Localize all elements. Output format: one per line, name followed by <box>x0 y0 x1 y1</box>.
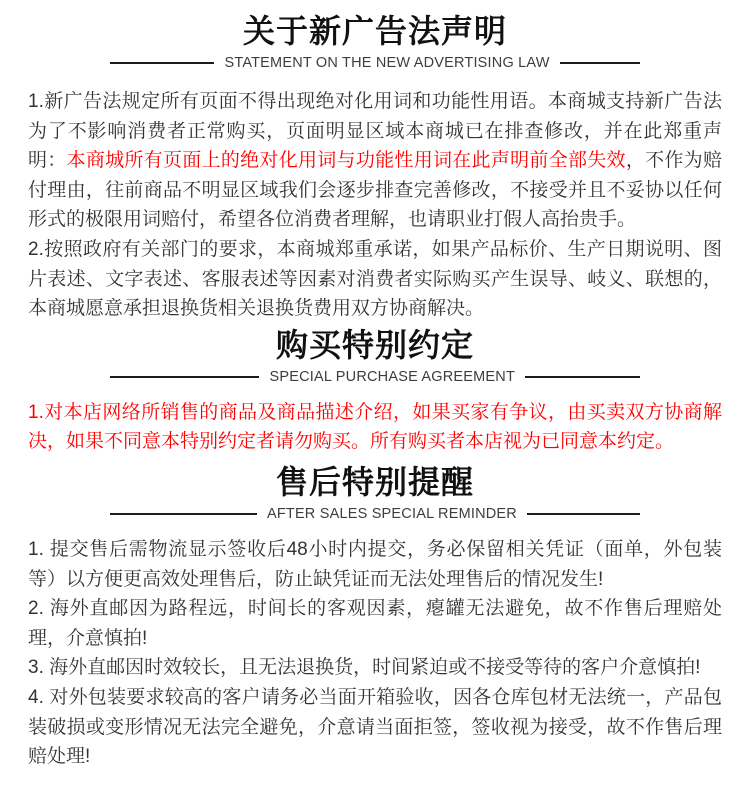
after-sales-item-1: 1. 提交售后需物流显示签收后48小时内提交，务必保留相关凭证（面单，外包装等）以方便更高效处理售后，防止缺凭证而无法处理售后的情况发生! <box>28 538 722 590</box>
section-advertising-law <box>0 12 750 324</box>
advertising-law-subtitle-divider <box>110 54 640 72</box>
purchase-agreement-subtitle: SPECIAL PURCHASE AGREEMENT <box>269 368 516 385</box>
purchase-agreement-title: 购买特别约定 <box>275 326 474 363</box>
after-sales-item-4: 4. 对外包装要求较高的客户请务必当面开箱验收，因各仓库包材无法统一，产品包装破损或变形情况无法完全避免，介意请当面拒签，签收视为接受，故不作售后理赔处理! <box>28 686 722 768</box>
advertising-law-paragraph-1 <box>28 87 722 235</box>
paragraph-1-red-highlight: 本商城所有页面上的绝对化用词与功能性用词在此声明前全部失效 <box>66 150 626 172</box>
paragraph-1-text-before: 1.新广告法规定所有页面不得出现绝对化用词和功能性用语。本商城支持新广告法为了不影响消费者正常购买，页面明显区域本商城已在排查修改，并在此郑重声明： <box>28 91 722 172</box>
advertising-law-body <box>28 87 722 324</box>
advertising-law-subtitle: STATEMENT ON THE NEW ADVERTISING LAW <box>224 55 550 71</box>
section-purchase-agreement <box>0 326 750 457</box>
divider-line-right <box>560 62 640 64</box>
divider-line-right <box>525 376 640 378</box>
after-sales-title: 售后特别提醒 <box>275 463 474 500</box>
purchase-agreement-subtitle-divider <box>110 368 640 386</box>
divider-line-left <box>110 513 257 515</box>
purchase-agreement-paragraph: 1.对本店网络所销售的商品及商品描述介绍，如果买家有争议，由买卖双方协商解决，如果不同意本特别约定者请勿购买。所有购买者本店视为已同意本约定。 <box>28 401 722 453</box>
divider-line-left <box>110 62 214 64</box>
purchase-agreement-body <box>28 398 722 457</box>
after-sales-item-3: 3. 海外直邮因时效较长，且无法退换货，时间紧迫或不接受等待的客户介意慎拍! <box>28 657 701 679</box>
divider-line-left <box>110 376 259 378</box>
paragraph-1-text-after: ，不作为赔付理由，往前商品不明显区域我们会逐步排查完善修改，不接受并且不妥协以任何形式的极限用词赔付，希望各位消费者理解，也请职业打假人高抬贵手。 <box>28 150 722 231</box>
advertising-law-title: 关于新广告法声明 <box>242 13 507 49</box>
advertising-law-paragraph-2: 2.按照政府有关部门的要求，本商城郑重承诺，如果产品标价、生产日期说明、图片表述、文字表述、客服表述等因素对消费者实际购买产生误导、岐义、联想的，本商城愿意承担退换货相关退换货费用双方协商解决。 <box>28 238 722 320</box>
divider-line-right <box>527 513 640 515</box>
section-after-sales <box>0 463 750 772</box>
after-sales-item-2: 2. 海外直邮因为路程远，时间长的客观因素，瘪罐无法避免，故不作售后理赔处理，介意慎拍! <box>28 598 722 649</box>
after-sales-subtitle: AFTER SALES SPECIAL REMINDER <box>266 505 517 522</box>
after-sales-subtitle-divider <box>110 505 640 523</box>
after-sales-body <box>28 535 722 772</box>
